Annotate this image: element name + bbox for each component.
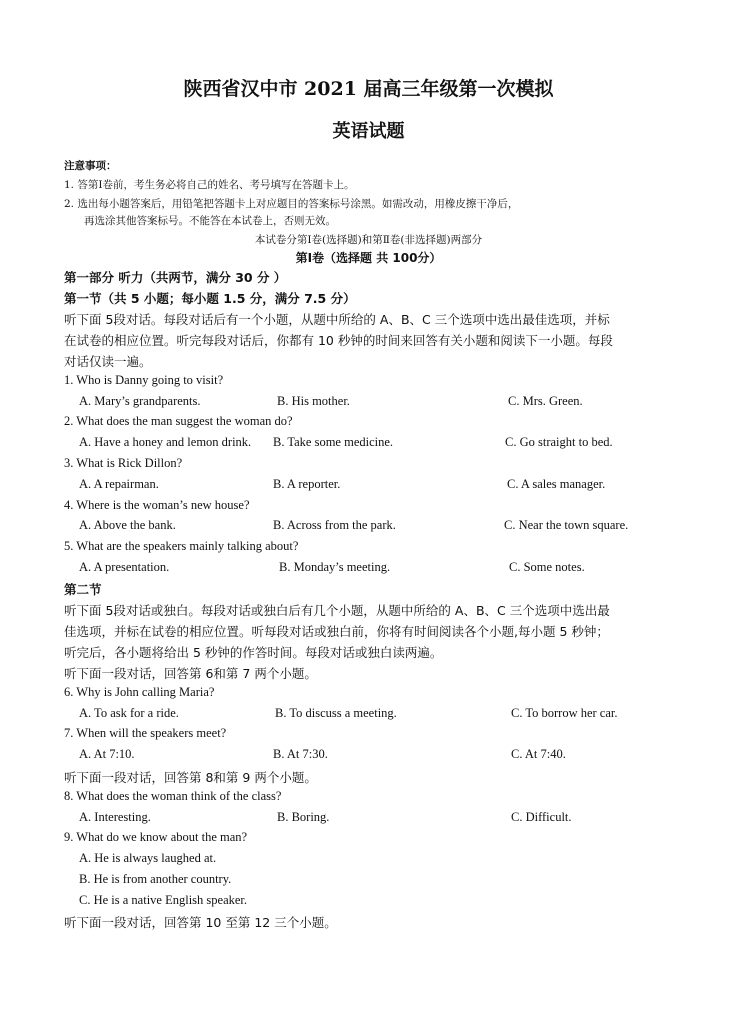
question-6-option-a: A. To ask for a ride. bbox=[79, 706, 179, 720]
question-3-option-b: B. A reporter. bbox=[273, 477, 341, 491]
question-2-stem: 2. What does the man suggest the woman do? bbox=[64, 414, 293, 428]
question-2-option-c: C. Go straight to bed. bbox=[505, 435, 613, 449]
question-7-stem: 7. When will the speakers meet? bbox=[64, 726, 227, 740]
question-8-stem: 8. What does the woman think of the class? bbox=[64, 789, 282, 803]
question-3-option-c: C. A sales manager. bbox=[507, 477, 606, 491]
dialogue-lead-8-9: 听下面一段对话，回答第 8和第 9 两个小题。 bbox=[64, 770, 317, 785]
question-6-stem: 6. Why is John calling Maria? bbox=[64, 685, 215, 699]
question-8-option-c: C. Difficult. bbox=[511, 810, 572, 824]
section1-heading: 第一节（共 5 小题；每小题 1.5 分，满分 7.5 分） bbox=[64, 291, 356, 306]
section2-instruction-2: 佳选项，并标在试卷的相应位置。听每段对话或独白前，你将有时间阅读各个小题,每小题 5 秒钟； bbox=[64, 624, 609, 639]
question-1-option-c: C. Mrs. Green. bbox=[508, 394, 583, 408]
section2-instruction-1: 听下面 5段对话或独白。每段对话或独白后有几个小题，从题中所给的 A、B、C 三个选项中选出最 bbox=[64, 603, 610, 618]
question-4-option-a: A. Above the bank. bbox=[79, 518, 176, 532]
question-3-option-a: A. A repairman. bbox=[79, 477, 159, 491]
section1-instruction-1: 听下面 5段对话。每段对话后有一个小题，从题中所给的 A、B、C 三个选项中选出最佳选项，并标 bbox=[64, 312, 610, 327]
notes-heading: 注意事项： bbox=[64, 160, 117, 172]
question-5-stem: 5. What are the speakers mainly talking about? bbox=[64, 539, 299, 553]
question-1-option-b: B. His mother. bbox=[277, 394, 350, 408]
question-1-stem: 1. Who is Danny going to visit? bbox=[64, 373, 224, 387]
question-9-option-a: A. He is always laughed at. bbox=[79, 851, 217, 865]
volume-heading: 第Ⅰ卷（选择题 共 100分） bbox=[295, 251, 442, 265]
question-7-option-c: C. At 7:40. bbox=[511, 747, 566, 761]
question-9-option-c: C. He is a native English speaker. bbox=[79, 893, 248, 907]
question-2-option-b: B. Take some medicine. bbox=[273, 435, 394, 449]
part-heading: 第一部分 听力（共两节，满分 30 分 ） bbox=[64, 270, 287, 285]
section2-instruction-3: 听完后，各小题将给出 5 秒钟的作答时间。每段对话或独白读两遍。 bbox=[64, 645, 443, 660]
question-4-option-b: B. Across from the park. bbox=[273, 518, 396, 532]
question-5-option-a: A. A presentation. bbox=[79, 560, 170, 574]
question-5-option-b: B. Monday’s meeting. bbox=[279, 560, 391, 574]
question-8-option-b: B. Boring. bbox=[277, 810, 330, 824]
question-2-option-a: A. Have a honey and lemon drink. bbox=[79, 435, 252, 449]
question-8-option-a: A. Interesting. bbox=[79, 810, 151, 824]
question-7-option-b: B. At 7:30. bbox=[273, 747, 328, 761]
section2-heading: 第二节 bbox=[64, 582, 102, 597]
section1-instruction-2: 在试卷的相应位置。听完每段对话后，你都有 10 秒钟的时间来回答有关小题和阅读下一小题。每段 bbox=[64, 333, 613, 348]
question-6-option-c: C. To borrow her car. bbox=[511, 706, 618, 720]
exam-title: 陕西省汉中市 2021 届高三年级第一次模拟 bbox=[183, 78, 554, 100]
question-5-option-c: C. Some notes. bbox=[509, 560, 585, 574]
exam-subtitle: 英语试题 bbox=[332, 121, 405, 142]
notes-item-1: 1. 答第Ⅰ卷前，考生务必将自己的姓名、考号填写在答题卡上。 bbox=[64, 179, 355, 191]
question-9-option-b: B. He is from another country. bbox=[79, 872, 232, 886]
notes-item-2-cont: 再选涂其他答案标号。不能答在本试卷上，否则无效。 bbox=[84, 215, 336, 227]
question-3-stem: 3. What is Rick Dillon? bbox=[64, 456, 183, 470]
question-6-option-b: B. To discuss a meeting. bbox=[275, 706, 397, 720]
question-7-option-a: A. At 7:10. bbox=[79, 747, 135, 761]
notes-item-2: 2. 选出每小题答案后，用铅笔把答题卡上对应题目的答案标号涂黑。如需改动，用橡皮擦干净后， bbox=[64, 198, 519, 210]
question-1-option-a: A. Mary’s grandparents. bbox=[79, 394, 201, 408]
question-4-option-c: C. Near the town square. bbox=[504, 518, 629, 532]
dialogue-lead-6-7: 听下面一段对话，回答第 6和第 7 两个小题。 bbox=[64, 666, 317, 681]
dialogue-lead-10-12: 听下面一段对话，回答第 10 至第 12 三个小题。 bbox=[64, 915, 337, 930]
question-4-stem: 4. Where is the woman’s new house? bbox=[64, 498, 250, 512]
exam-composition: 本试卷分第Ⅰ卷(选择题)和第Ⅱ卷(非选择题)两部分 bbox=[254, 234, 483, 246]
section1-instruction-3: 对话仅读一遍。 bbox=[64, 354, 152, 369]
question-9-stem: 9. What do we know about the man? bbox=[64, 830, 248, 844]
